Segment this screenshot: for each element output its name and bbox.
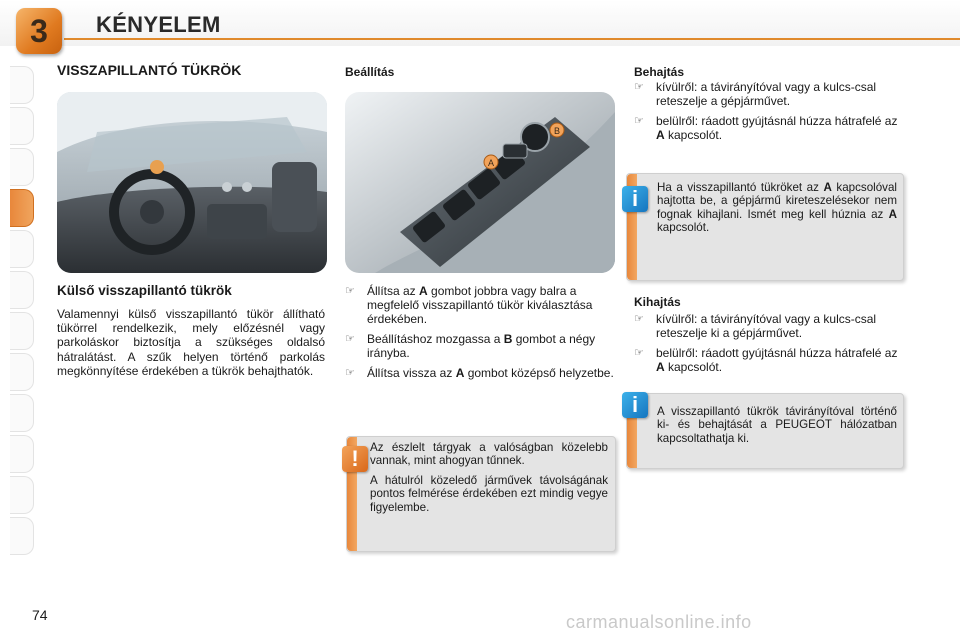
step-text: gombot a négy irányba. [367, 332, 596, 360]
step-text: Beállításhoz mozgassa a [367, 332, 504, 346]
list-item [345, 366, 615, 380]
step-text: belülről: ráadott gyújtásnál húzza hátrafelé az [656, 114, 898, 128]
list-item [345, 284, 615, 326]
chapter-tab-1[interactable] [10, 66, 34, 104]
mirror-switch-photo [345, 92, 615, 273]
list-item [634, 312, 904, 340]
list-item [634, 114, 904, 142]
step-text: gombot jobbra vagy balra a megfelelő visszapillantó tükör kiválasztása érdekében. [367, 284, 593, 326]
step-text: kapcsolót. [664, 360, 723, 374]
chapter-tab-9[interactable] [10, 394, 34, 432]
step-text: belülről: ráadott gyújtásnál húzza hátrafelé az [656, 346, 898, 360]
info-text-part: kapcsolót. [657, 221, 710, 235]
warning-text-1: Az észlelt tárgyak a valóságban közelebb vannak, mint ahogyan tűnnek. [370, 441, 608, 468]
list-item [634, 80, 904, 108]
step-key: A [419, 284, 428, 298]
chapter-tab-3[interactable] [10, 148, 34, 186]
step-key: B [503, 332, 513, 346]
chapter-tab-2[interactable] [10, 107, 34, 145]
pointing-hand-icon: ☞ [634, 81, 644, 93]
fold-heading: Behajtás [634, 65, 685, 79]
step-text: Állítsa vissza az [367, 366, 456, 380]
chapter-number: 3 [30, 13, 48, 49]
pointing-hand-icon: ☞ [345, 367, 355, 379]
section-title: VISSZAPILLANTÓ TÜKRÖK [57, 62, 242, 78]
chapter-tab-6[interactable] [10, 271, 34, 309]
info-text-1 [657, 181, 897, 235]
chapter-tab-7[interactable] [10, 312, 34, 350]
chapter-tab-5[interactable] [10, 230, 34, 268]
list-item [634, 346, 904, 374]
header-divider [64, 38, 960, 40]
unfold-heading: Kihajtás [634, 295, 681, 309]
list-item [345, 332, 615, 360]
adjustment-steps [345, 284, 615, 386]
info-i-icon: i [631, 186, 639, 211]
step-key: A [656, 128, 665, 142]
adjustment-heading: Beállítás [345, 65, 395, 79]
step-text: kapcsolót. [664, 128, 723, 142]
intro-paragraph: Valamennyi külső visszapillantó tükör állítható tükörrel rendelkezik, mely előzésnél vagy parkoláskor biztosítja a szükséges oldalsó hátralátást. A szűk helyen történő parkolás megkönnyítése érdekében a tükrök behajthatók. [57, 307, 325, 378]
chapter-tab-12[interactable] [10, 517, 34, 555]
chapter-tab-10[interactable] [10, 435, 34, 473]
watermark: carmanualsonline.info [566, 612, 752, 632]
pointing-hand-icon: ☞ [634, 313, 644, 325]
step-text: Állítsa az [367, 284, 420, 298]
step-text: kívülről: a távirányítóval vagy a kulcs-csal reteszelje ki a gépjárművet. [656, 312, 877, 340]
exclamation-icon: ! [351, 446, 359, 471]
step-text: kívülről: a távirányítóval vagy a kulcs-csal reteszelje a gépjárművet. [656, 80, 877, 108]
subsection-title: Külső visszapillantó tükrök [57, 283, 232, 298]
page-number: 74 [32, 607, 48, 623]
step-text: gombot középső helyzetbe. [464, 366, 614, 380]
chapter-tab-8[interactable] [10, 353, 34, 391]
fold-steps [634, 80, 904, 148]
chapter-tabs [10, 66, 34, 558]
label-b: B [553, 126, 561, 136]
interior-photo [57, 92, 327, 273]
pointing-hand-icon: ☞ [345, 333, 355, 345]
info-text-2: A visszapillantó tükrök távirányítóval történő ki- és behajtását a PEUGEOT hálózatban kapcsoltathatja ki. [657, 405, 897, 445]
step-key: A [455, 366, 465, 380]
chapter-tab-11[interactable] [10, 476, 34, 514]
pointing-hand-icon: ☞ [634, 347, 644, 359]
info-i-icon: i [631, 392, 639, 417]
pointing-hand-icon: ☞ [345, 285, 355, 297]
info-text-part: Ha a visszapillantó tükröket az [657, 181, 824, 194]
step-key: A [656, 360, 665, 374]
info-key: A [823, 181, 832, 194]
info-text-part: kapcsolóval hajtotta be, a gépjármű kireteszelésekor nem fognak kihajlani. Ismét meg kell húznia az [657, 181, 897, 221]
pointing-hand-icon: ☞ [634, 115, 644, 127]
warning-text-2: A hátulról közeledő járművek távolságának pontos felmérése érdekében ezt mindig vegye figyelembe. [370, 473, 608, 514]
info-key: A [888, 207, 897, 221]
label-a: A [487, 158, 495, 168]
chapter-tab-4-active[interactable] [10, 189, 34, 227]
chapter-title: KÉNYELEM [96, 12, 221, 37]
unfold-steps [634, 312, 904, 380]
